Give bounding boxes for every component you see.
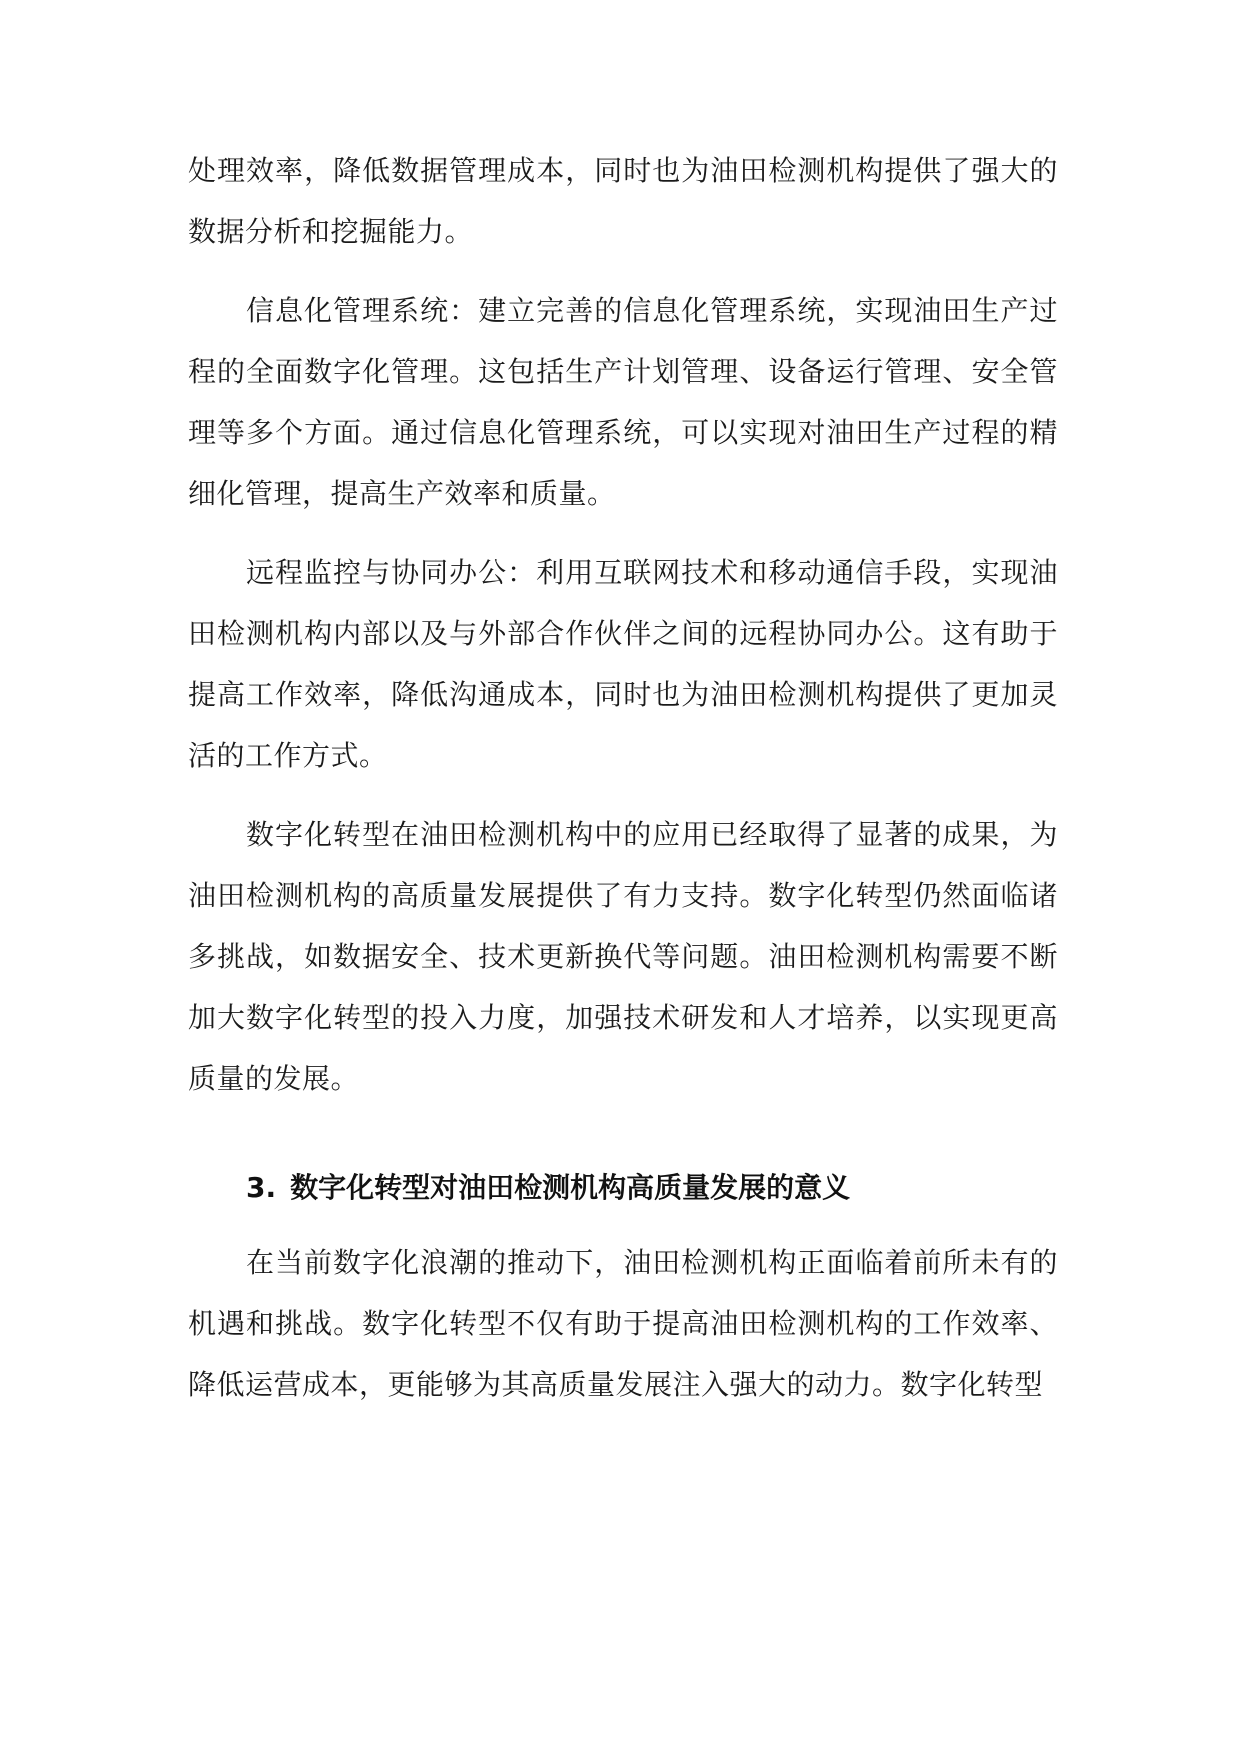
document-body: [188, 140, 1058, 1433]
paragraph-information-management-system: 信息化管理系统：建立完善的信息化管理系统，实现油田生产过程的全面数字化管理。这包括生产计划管理、设备运行管理、安全管理等多个方面。通过信息化管理系统，可以实现对油田生产过程的精细化管理，提高生产效率和质量。: [188, 294, 1058, 510]
section-title: 数字化转型对油田检测机构高质量发展的意义: [290, 1171, 851, 1204]
paragraph-remote-monitoring: 远程监控与协同办公：利用互联网技术和移动通信手段，实现油田检测机构内部以及与外部合作伙伴之间的远程协同办公。这有助于提高工作效率，降低沟通成本，同时也为油田检测机构提供了更加灵活的工作方式。: [188, 556, 1058, 772]
paragraph-digital-transformation-results: 数字化转型在油田检测机构中的应用已经取得了显著的成果，为油田检测机构的高质量发展提供了有力支持。数字化转型仍然面临诸多挑战，如数据安全、技术更新换代等问题。油田检测机构需要不断加大数字化转型的投入力度，加强技术研发和人才培养，以实现更高质量的发展。: [188, 818, 1058, 1095]
paragraph-data-processing: 处理效率，降低数据管理成本，同时也为油田检测机构提供了强大的数据分析和挖掘能力。: [188, 154, 1058, 248]
paragraph-significance-intro: 在当前数字化浪潮的推动下，油田检测机构正面临着前所未有的机遇和挑战。数字化转型不仅有助于提高油田检测机构的工作效率、降低运营成本，更能够为其高质量发展注入强大的动力。数字化转型: [188, 1246, 1058, 1401]
section-number: 3.: [246, 1171, 277, 1204]
section-heading: [188, 1157, 1058, 1218]
